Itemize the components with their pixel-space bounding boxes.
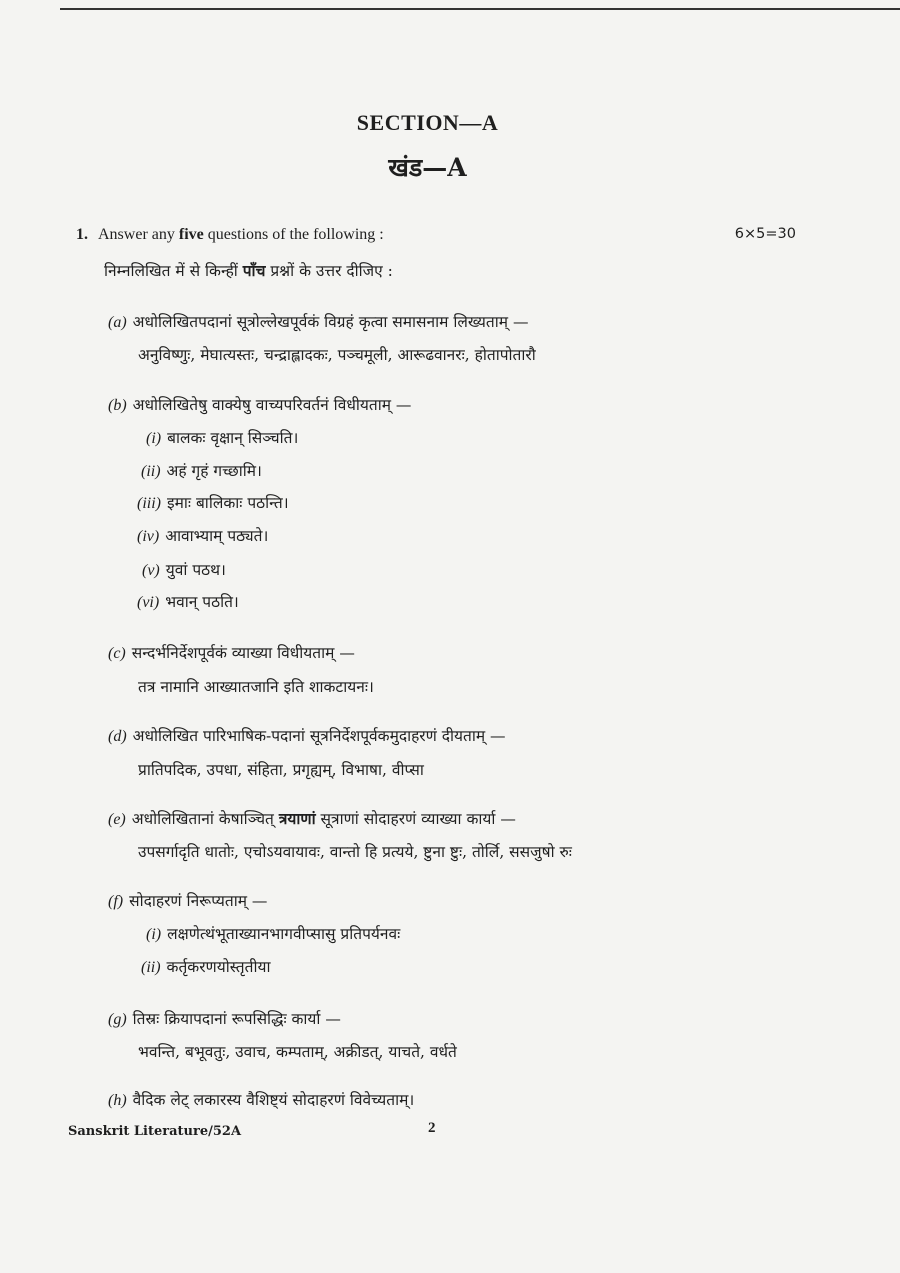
part-c-question: (c) सन्दर्भनिर्देशपूर्वकं व्याख्या विधीयताम् — <box>108 644 355 662</box>
part-d-question: (d) अधोलिखित पारिभाषिक-पदानां सूत्रनिर्देशपूर्वकमुदाहरणं दीयताम् — <box>108 727 506 745</box>
part-a-content: अनुविष्णुः, मेघात्यस्तः, चन्द्राह्लादकः, पञ्चमूली, आरूढवानरः, होतापोतारौ <box>138 346 536 364</box>
part-c-content: तत्र नामानि आख्यातजानि इति शाकटायनः। <box>138 678 374 696</box>
question-number: 1. <box>76 226 88 243</box>
part-h-question: (h) वैदिक लेट् लकारस्य वैशिष्ट्यं सोदाहरणं विवेच्यताम्। <box>108 1091 415 1109</box>
part-f-item: (ii) कर्तृकरणयोस्तृतीया <box>141 958 271 976</box>
part-g-question: (g) तिस्रः क्रियापदानां रूपसिद्धिः कार्या — <box>108 1010 341 1028</box>
footer-paper-code: Sanskrit Literature/52A <box>68 1124 242 1139</box>
part-f-item: (i) लक्षणेत्थंभूताख्यानभागवीप्सासु प्रतिपर्यनवः <box>146 925 401 943</box>
question-marks: 6×5=30 <box>734 226 796 242</box>
part-e-question: (e) अधोलिखितानां केषाञ्चित् त्रयाणां सूत्राणां सोदाहरणं व्याख्या कार्या — <box>108 809 516 828</box>
part-b-item: (ii) अहं गृहं गच्छामि। <box>141 462 262 480</box>
question-instruction-en: 1. Answer any five questions of the following : 6×5=30 <box>76 226 796 243</box>
part-d-content: प्रातिपदिक, उपधा, संहिता, प्रगृह्यम्, विभाषा, वीप्सा <box>138 761 424 779</box>
question-instruction-hi: निम्नलिखित में से किन्हीं पाँच प्रश्नों के उत्तर दीजिए : <box>104 261 393 280</box>
part-g-content: भवन्ति, बभूवतुः, उवाच, कम्पताम्, अक्रीडत्, याचते, वर्धते <box>138 1043 457 1061</box>
section-title-hindi: खंड—A <box>388 153 467 182</box>
page-top-rule <box>60 8 900 10</box>
part-b-question: (b) अधोलिखितेषु वाक्येषु वाच्यपरिवर्तनं विधीयताम् — <box>108 396 412 414</box>
part-f-question: (f) सोदाहरणं निरूप्यताम् — <box>108 892 268 910</box>
part-b-item: (iii) इमाः बालिकाः पठन्ति। <box>137 494 289 512</box>
page-number: 2 <box>428 1120 436 1136</box>
part-b-item: (iv) आवाभ्याम् पठ्यते। <box>137 527 269 545</box>
part-a-question: (a) अधोलिखितपदानां सूत्रोल्लेखपूर्वकं विग्रहं कृत्वा समासनाम लिख्यताम् — <box>108 313 529 331</box>
section-title: SECTION—A <box>356 110 499 135</box>
part-b-item: (v) युवां पठथ। <box>142 561 226 579</box>
part-b-item: (vi) भवान् पठति। <box>137 593 239 611</box>
part-b-item: (i) बालकः वृक्षान् सिञ्चति। <box>146 429 299 447</box>
part-e-content: उपसर्गादृति धातोः, एचोऽयवायावः, वान्तो हि प्रत्यये, ष्टुना ष्टुः, तोर्लि, ससजुषो रुः <box>138 843 572 861</box>
